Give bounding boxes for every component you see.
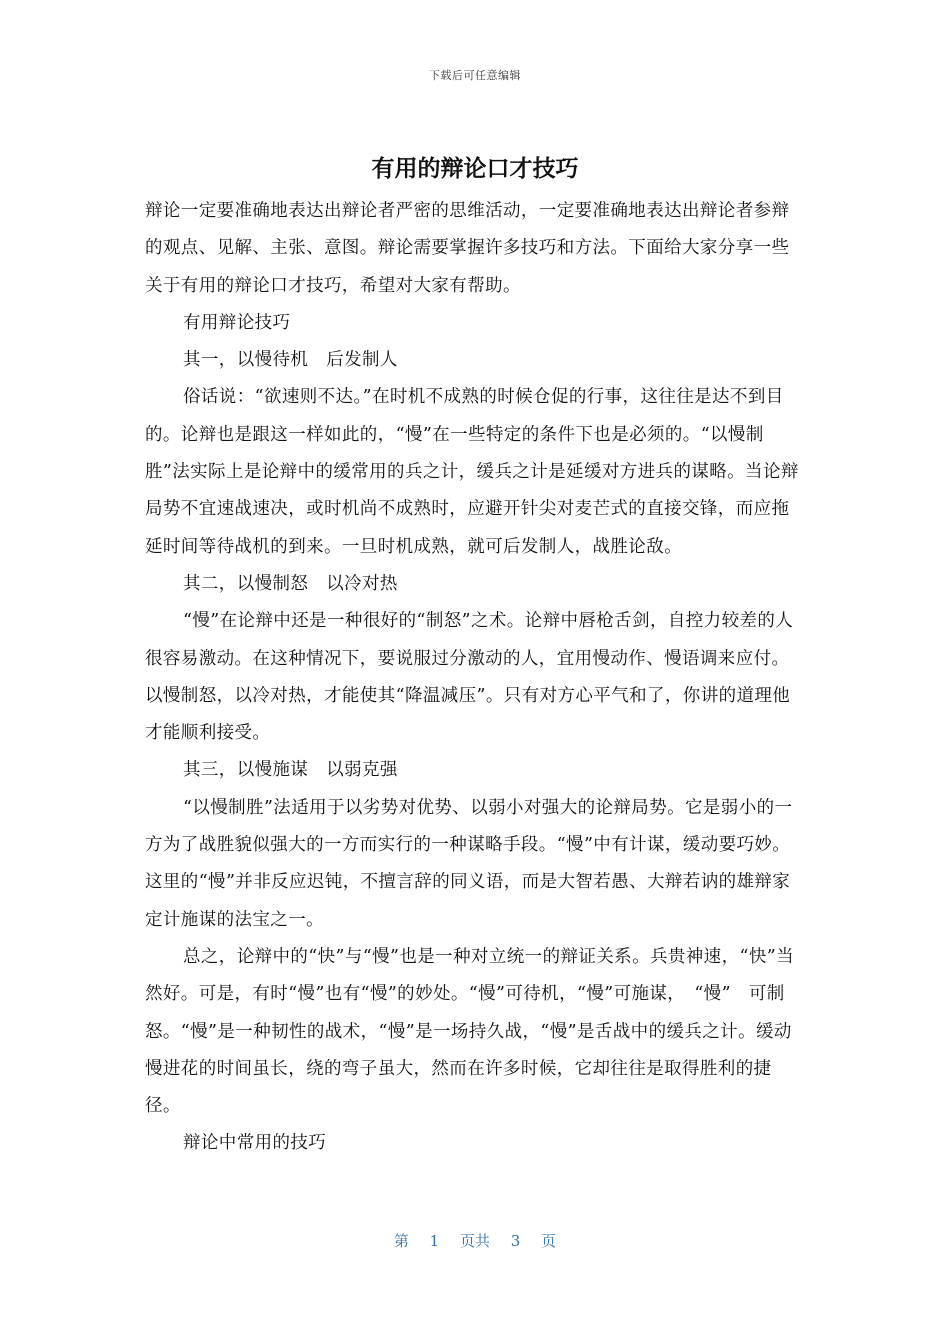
header-note: 下载后可任意编辑 xyxy=(429,69,521,82)
paragraph: “以慢制胜”法适用于以劣势对优势、以弱小对强大的论辩局势。它是弱小的一方为了战胜貌似强大的一方而实行的一种谋略手段。“慢”中有计谋，缓动要巧妙。这里的“慢”并非反应迟钝，不擅言辞的同义语，而是大智若愚、大辩若讷的雄辩家定计施谋的法宝之一。 xyxy=(145,797,793,930)
footer-prefix: 第 xyxy=(393,1232,409,1250)
paragraph-summary: 总之，论辩中的“快”与“慢”也是一种对立统一的辩证关系。兵贵神速，“快”当然好。可是，有时“慢”也有“慢”的妙处。“慢”可待机，“慢”可施谋， “慢” 可制怒。“慢”是一种韧性的战术，“慢”是一场持久战，“慢”是舌战中的缓兵之计。缓动慢进花的时间虽长，绕的弯子虽大，然而在许多时候，它却往往是取得胜利的捷径。 xyxy=(145,946,794,1117)
paragraph: “慢”在论辩中还是一种很好的“制怒”之术。论辩中唇枪舌剑，自控力较差的人很容易激动。在这种情况下，要说服过分激动的人，宜用慢动作、慢语调来应付。以慢制怒，以冷对热，才能使其“降温减压”。只有对方心平气和了，你讲的道理他才能顺利接受。 xyxy=(145,611,794,744)
footer-mid: 页共 xyxy=(459,1232,490,1250)
paragraph: 俗话说：“欲速则不达。”在时机不成熟的时候仓促的行事，这往往是达不到目的。论辩也是跟这一样如此的，“慢”在一些特定的条件下也是必须的。“以慢制胜”法实际上是论辩中的缓常用的兵之计，缓兵之计是延缓对方进兵的谋略。当论辩局势不宜速战速决，或时机尚不成熟时，应避开针尖对麦芒式的直接交锋，而应拖延时间等待战机的到来。一旦时机成熟，就可后发制人，战胜论敌。 xyxy=(145,387,799,557)
page-title: 有用的辩论口才技巧 xyxy=(371,156,579,182)
page-footer xyxy=(0,1230,950,1251)
paragraph-intro: 辩论一定要准确地表达出辩论者严密的思维活动，一定要准确地表达出辩论者参辩的观点、见解、主张、意图。辩论需要掌握许多技巧和方法。下面给大家分享一些关于有用的辩论口才技巧，希望对大家有帮助。 xyxy=(145,201,790,296)
section-heading: 辩论中常用的技巧 xyxy=(183,1133,327,1154)
footer-total-pages: 3 xyxy=(510,1232,521,1250)
subheading-3: 其三，以慢施谋 以弱克强 xyxy=(183,760,398,781)
footer-suffix: 页 xyxy=(541,1232,557,1250)
section-heading: 有用辩论技巧 xyxy=(183,312,291,333)
subheading-1: 其一，以慢待机 后发制人 xyxy=(183,350,398,371)
subheading-2: 其二，以慢制怒 以冷对热 xyxy=(183,573,398,594)
document-body xyxy=(145,193,807,1163)
footer-page-number: 1 xyxy=(429,1232,440,1250)
